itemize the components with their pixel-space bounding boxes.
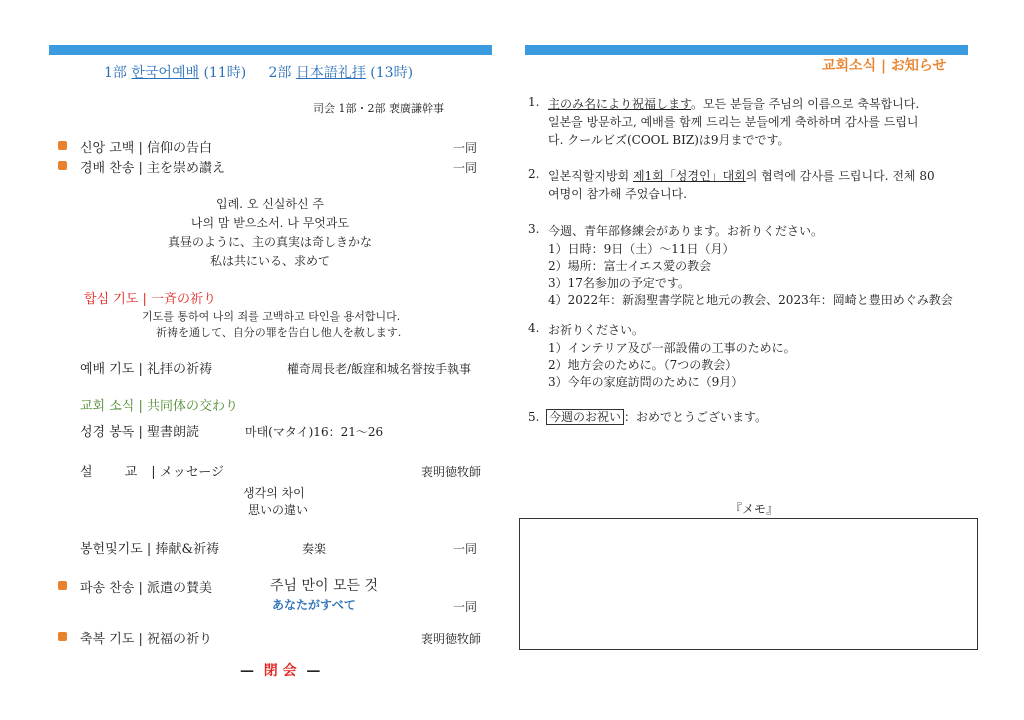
- sermon-who: 裵明徳牧師: [421, 465, 482, 479]
- sending-hymn-jp: 派遣の賛美: [147, 581, 213, 596]
- item-4-sub-3: 3）今年の家庭訪問のために（9月）: [548, 375, 744, 389]
- item-2-event: 제1회「성경인」대회: [632, 169, 746, 183]
- part2-prefix: 2部: [268, 65, 292, 81]
- item-1-line-1: [548, 95, 919, 112]
- sending-hymn-title-ko: 주님 만이 모든 것: [270, 578, 379, 594]
- item-5-line: [546, 408, 767, 425]
- offering-ko: 봉헌및기도: [80, 542, 143, 557]
- sending-hymn-title-jp: あなたがすべて: [272, 598, 356, 612]
- item-3-head: 今週、青年部修練会があります。お祈りください。: [548, 224, 824, 238]
- confession-jp: 信仰の告白: [147, 141, 213, 156]
- sermon-title-ko: 생각의 차이: [243, 486, 305, 500]
- worship-prayer-ko: 예배 기도: [80, 362, 135, 377]
- benediction-jp: 祝福の祈り: [147, 632, 213, 647]
- confession-who: 一同: [453, 141, 478, 155]
- worship-prayer-row: 예배 기도 | 礼拝の祈祷: [80, 362, 213, 377]
- item-4-head: お祈りください。: [548, 323, 645, 337]
- unison-prayer-title: 합심 기도 | 一斉の祈り: [84, 292, 217, 307]
- offering-row: 봉헌및기도 | 捧献&祈祷: [80, 542, 220, 557]
- item-1-line-2: 일본을 방문하고, 예배를 함께 드리는 분들에게 축하하며 감사를 드립니: [548, 115, 919, 129]
- item-2-pre: 일본직할지방회: [548, 169, 633, 183]
- closing-label: 閉 会: [263, 663, 297, 679]
- scripture-ko: 성경 봉독: [80, 425, 135, 440]
- scripture-ref: 마태(マタイ)16：21～26: [245, 425, 384, 439]
- left-top-bar: [49, 45, 492, 55]
- service-header: [104, 62, 413, 82]
- worship-prayer-jp: 礼拝の祈祷: [147, 362, 213, 377]
- hymn-jp: 主を崇め讃え: [147, 161, 226, 176]
- benediction-row: 축복 기도 | 祝福の祈り: [80, 632, 213, 647]
- unison-prayer-ko: 기도를 통하여 나의 죄를 고백하고 타인을 용서합니다.: [142, 310, 401, 323]
- memo-label: 『メモ』: [730, 502, 779, 516]
- right-top-bar: [525, 45, 968, 55]
- korean-service-link[interactable]: 한국어예배: [131, 65, 199, 81]
- item-2-post: 의 협력에 감사를 드립니다. 전체 80: [745, 169, 935, 183]
- item-2-line-2: 여명이 참가해 주었습니다.: [548, 187, 687, 201]
- bullet-icon: [58, 632, 67, 641]
- part1-prefix: 1部: [104, 65, 127, 81]
- news-title: 교회소식 | お知らせ: [822, 58, 947, 74]
- japanese-service-link[interactable]: 日本語礼拝: [295, 65, 366, 81]
- sending-hymn-who: 一同: [453, 600, 478, 614]
- worship-hymn-who: 一同: [453, 161, 478, 175]
- part1-time: (11時): [203, 65, 247, 81]
- item-3-number: 3.: [528, 222, 540, 236]
- offering-jp: 捧献&祈祷: [155, 542, 220, 557]
- blessing-rest: 。모든 분들을 주님의 이름으로 축복합니다.: [691, 97, 920, 111]
- unison-prayer-jp: 祈祷を通して、自分の罪を告白し他人を赦します.: [156, 326, 402, 339]
- item-3-sub-3: 3）17名参加の予定です。: [548, 276, 690, 290]
- sending-hymn-row: 파송 찬송 | 派遣の賛美: [80, 581, 213, 596]
- sermon-title-jp: 思いの違い: [248, 503, 309, 517]
- hymn-line-3: 真昼のように、主の真実は奇しきかな: [167, 235, 372, 249]
- item-3-sub-1: 1）日時：9日（土）～11日（月）: [548, 242, 735, 256]
- confession-ko: 신앙 고백: [80, 141, 135, 156]
- item-2-number: 2.: [528, 167, 540, 181]
- sending-hymn-ko: 파송 찬송: [80, 581, 135, 596]
- offering-who: 一同: [453, 542, 478, 556]
- closing: — 閉 会 —: [240, 663, 321, 679]
- hymn-line-4: 私は共にいる、求めて: [209, 254, 330, 268]
- part2-time: (13時): [370, 65, 414, 81]
- bullet-icon: [58, 581, 67, 590]
- memo-box[interactable]: [519, 518, 978, 650]
- item-1-number: 1.: [528, 95, 540, 109]
- hymn-line-1: 입례. 오 신실하신 주: [216, 197, 324, 211]
- item-5-number: 5.: [528, 410, 540, 424]
- sermon-ko: 설 교: [80, 465, 152, 480]
- item-4-sub-1: 1）インテリア及び一部設備の工事のために。: [548, 341, 796, 355]
- hymn-ko: 경배 찬송: [80, 161, 135, 176]
- item-2-line-1: [548, 167, 935, 184]
- item-4-sub-2: 2）地方会のために。（7つの教会）: [548, 358, 738, 372]
- sermon-row: 설 교| メッセージ: [80, 465, 224, 480]
- item-3-sub-2: 2）場所：富士イエス愛の教会: [548, 259, 712, 273]
- offering-mid: 奏楽: [302, 542, 327, 556]
- item-3-sub-4: 4）2022年：新潟聖書学院と地元の教会、2023年：岡崎と豊田めぐみ教会: [548, 293, 953, 307]
- celebration-box: 今週のお祝い: [546, 409, 624, 425]
- scripture-jp: 聖書朗読: [147, 425, 200, 440]
- confession-row: 신앙 고백 | 信仰の告白: [80, 141, 213, 156]
- sermon-jp: メッセージ: [159, 465, 224, 480]
- hymn-line-2: 나의 맘 받으소서. 나 무엇과도: [190, 216, 350, 230]
- benediction-who: 裵明徳牧師: [421, 632, 482, 646]
- worship-hymn-row: 경배 찬송 | 主を崇め讃え: [80, 161, 226, 176]
- scripture-row: 성경 봉독 | 聖書朗読: [80, 425, 200, 440]
- item-1-line-3: 다. クールビズ(COOL BIZ)は9月までです。: [548, 133, 790, 147]
- blessing-underlined: 主のみ名により祝福します: [548, 97, 692, 111]
- benediction-ko: 축복 기도: [80, 632, 135, 647]
- bullet-icon: [58, 161, 67, 170]
- church-fellowship: 교회 소식 | 共同体の交わり: [80, 399, 239, 414]
- bullet-icon: [58, 141, 67, 150]
- worship-prayer-who: 權奇周長老/飯窪和城名誉按手執事: [287, 362, 472, 376]
- celebration-rest: ：おめでとうございます。: [624, 410, 768, 424]
- item-4-number: 4.: [528, 321, 540, 335]
- presider: 司会 1部・2部 裵廣謙幹事: [313, 102, 444, 115]
